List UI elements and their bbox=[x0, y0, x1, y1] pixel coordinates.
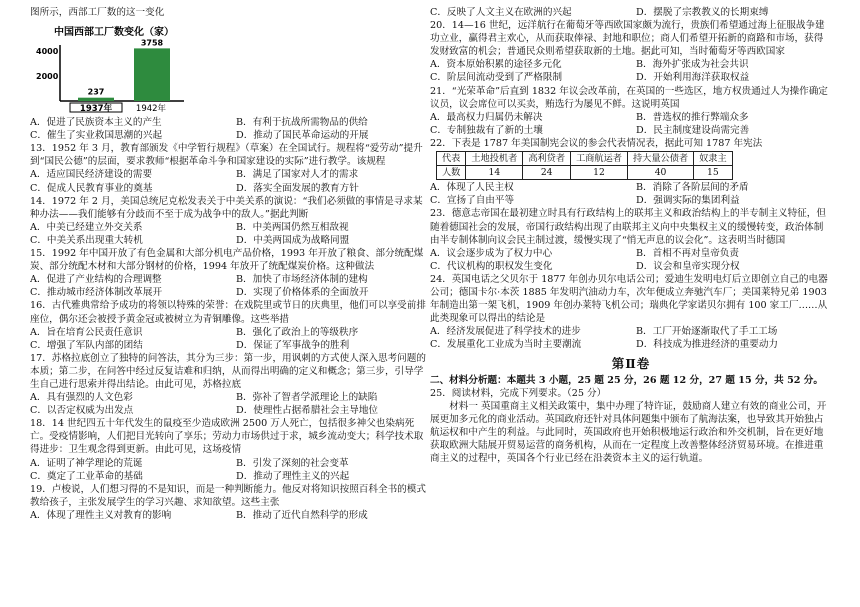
q21-option-a: A．最高权力归属仍未解决 bbox=[430, 111, 543, 123]
q13-stem: 13．1952 年 3 月，教育部颁发《中学暂行规程》（草案）在全国试行。规程将“爱劳动”提升到“国民公德”的层面，要求教师“根据革命斗争和国家建设的实际”进行教学。该规程 bbox=[30, 143, 423, 168]
q23-options bbox=[430, 247, 832, 273]
q19-option-c: C．反映了人文主义在欧洲的兴起 bbox=[430, 7, 572, 18]
q22-option-d: D．强调实际的集团利益 bbox=[636, 195, 740, 207]
q20-option-d: D．开始利用海洋获取权益 bbox=[636, 72, 750, 84]
chart-data-label: 237 bbox=[87, 87, 105, 97]
q15-options bbox=[30, 273, 432, 299]
q19-options-cd bbox=[430, 6, 832, 19]
q22-option-a: A．体现了人民主权 bbox=[430, 182, 514, 194]
chart-title: 中国西部工厂数变化（家） bbox=[54, 27, 174, 39]
q20-options bbox=[430, 58, 832, 84]
q15-option-c: C．推动城市经济体制改革展开 bbox=[30, 287, 163, 299]
q25-stem: 25．阅读材料，完成下列要求。（25 分） bbox=[430, 387, 607, 399]
table-cell: 24 bbox=[523, 166, 571, 180]
q17-option-b: B．弥补了智者学派理论上的缺陷 bbox=[236, 392, 378, 404]
delegates-table bbox=[436, 151, 733, 180]
left-column bbox=[30, 6, 432, 522]
q14-option-a: A．中美已经建立外交关系 bbox=[30, 221, 143, 233]
q13-option-d: D．落实全面发展的教育方针 bbox=[236, 182, 359, 194]
q24-option-a: A．经济发展促进了科学技术的进步 bbox=[430, 326, 581, 338]
table-header-cell: 工商航运者 bbox=[571, 152, 628, 166]
q12-option-d: D．推动了国民革命运动的开展 bbox=[236, 130, 369, 142]
table-header-cell: 高利贷者 bbox=[523, 152, 571, 166]
table-cell: 12 bbox=[571, 166, 628, 180]
q23-option-c: C．代议机构的职权发生变化 bbox=[430, 260, 553, 272]
q14-option-c: C．中美关系出现重大转机 bbox=[30, 234, 143, 246]
q20-option-b: B．海外扩张成为社会共识 bbox=[636, 59, 749, 71]
q16-option-c: C．增强了军队内部的团结 bbox=[30, 339, 143, 351]
q16-option-a: A．旨在培育公民责任意识 bbox=[30, 326, 143, 338]
q19-stem: 19．卢梭说，人们想习得的不是知识，而是一种判断能力。他反对将知识按照百科全书的模式教给孩子，主张发展学生的学习兴趣、求知欲望。这些主张 bbox=[30, 483, 426, 508]
q15-option-d: D．实现了价格体系的全面放开 bbox=[236, 287, 369, 299]
q17-option-a: A．具有强烈的人文色彩 bbox=[30, 392, 133, 404]
q23-option-d: D．议会和皇帝实现分权 bbox=[636, 260, 740, 272]
table-row bbox=[437, 166, 733, 180]
q18-option-d: D．推动了理性主义的兴起 bbox=[236, 470, 350, 482]
q19-option-d: D．摆脱了宗教教义的长期束缚 bbox=[636, 7, 769, 18]
q17-options bbox=[30, 391, 432, 417]
x-label-1937: 1937年 bbox=[79, 104, 113, 114]
q24-option-c: C．发展重化工业成为当时主要潮流 bbox=[430, 339, 582, 351]
q20-stem: 20．14—16 世纪，远洋航行在葡萄牙等西欧国家颇为流行，贵族们希望通过海上征服战争建功立业，赢得君主欢心，从而获取俸禄、封地和职位；商人们希望开拓新的商路和市场，获得发财致富的机会；普通民众则希望获取新的土地。据此可知，当时葡萄牙等西欧国家 bbox=[430, 20, 825, 58]
q19-options-ab bbox=[30, 509, 432, 522]
table-header-cell: 奴隶主 bbox=[694, 152, 733, 166]
table-header-cell: 持大量公债者 bbox=[628, 152, 694, 166]
table-header-cell: 土地投机者 bbox=[466, 152, 523, 166]
q18-option-a: A．证明了神学理论的荒诞 bbox=[30, 457, 143, 469]
q12-option-c: C．催生了实业救国思潮的兴起 bbox=[30, 130, 163, 142]
q14-option-b: B．中美两国仍然互相敌视 bbox=[236, 221, 349, 233]
q19-option-b: B．推动了近代自然科学的形成 bbox=[236, 509, 368, 521]
table-header-cell: 代表 bbox=[437, 152, 466, 166]
factory-chart-svg bbox=[34, 23, 194, 113]
q15-option-a: A．促进了产业结构的合理调整 bbox=[30, 274, 162, 286]
q22-option-b: B．消除了各阶层间的矛盾 bbox=[636, 182, 749, 194]
q19-option-a: A．体现了理性主义对教育的影响 bbox=[30, 509, 172, 521]
q18-option-c: C．奠定了工业革命的基础 bbox=[30, 470, 143, 482]
q23-option-b: B．首相不再对皇帝负责 bbox=[636, 247, 739, 259]
y-tick-2000: 2000 bbox=[36, 72, 59, 82]
q16-option-d: D．保证了军事战争的胜利 bbox=[236, 339, 350, 351]
q17-option-c: C．以否定权威为出发点 bbox=[30, 405, 134, 417]
q12-intro: 图所示，西部工厂数的这一变化 bbox=[30, 7, 165, 18]
q14-stem: 14．1972 年 2 月，美国总统尼克松发表关于中美关系的演说：“我们必须做的事情是寻求某种办法——我们能够有分歧而不至于成为战争中的敌人。”据此判断 bbox=[30, 195, 423, 220]
q13-option-b: B．满足了国家对人才的需求 bbox=[236, 169, 359, 181]
q23-option-a: A．议会逐步成为了权力中心 bbox=[430, 247, 553, 259]
q23-stem: 23．德意志帝国在最初建立时具有行政结构上的联邦主义和政治结构上的半专制主义特征，但随着德国社会的发展，帝国行政结构出现了由联邦主义向中央集权主义的缓慢转变，政治体制由半专制体制向议会民主制过渡，缓慢实现了“悄无声息的议会化”。这表明当时德国 bbox=[430, 208, 826, 246]
table-row-label: 人数 bbox=[437, 166, 466, 180]
q21-option-b: B．普选权的推行弊端众多 bbox=[636, 111, 749, 123]
q18-option-b: B．引发了深刻的社会变革 bbox=[236, 457, 349, 469]
table-cell: 14 bbox=[466, 166, 523, 180]
q21-stem: 21．“光荣革命”后直到 1832 年议会改革前，在英国的一些选区，地方权贵通过人为操作确定议员，议会席位可以买卖，贿选行为屡见不鲜。这说明英国 bbox=[430, 85, 828, 110]
q14-options bbox=[30, 221, 432, 247]
q21-option-c: C．专制独裁有了新的土壤 bbox=[430, 124, 543, 136]
part2-header: 二、材料分析题：本题共 3 小题，25 题 25 分，26 题 12 分，27 题 15 分，共 52 分。 bbox=[430, 374, 823, 386]
right-column bbox=[430, 6, 832, 465]
q18-options bbox=[30, 457, 432, 483]
chart-bar bbox=[78, 98, 114, 101]
chart-data-label: 3758 bbox=[140, 38, 164, 48]
section-title: 第Ⅱ卷 bbox=[611, 356, 651, 372]
q22-stem: 22．下表是 1787 年美国制宪会议的参会代表情况表，据此可知 1787 年宪法 bbox=[430, 137, 763, 149]
q22-option-c: C．宣扬了自由平等 bbox=[430, 195, 515, 207]
q18-stem: 18．14 世纪四五十年代发生的鼠疫至少造成欧洲 2500 万人死亡，包括很多神父也染病死亡。受疫情影响，人们把目光转向了享乐；劳动力市场供过于求，城乡流动变大；科学技术取得进步：卫生观念得到更新。由此可见，这场疫情 bbox=[30, 418, 424, 456]
q24-option-d: D．科技成为推进经济的重要动力 bbox=[636, 339, 779, 351]
q24-stem: 24．英国电话之父贝尔于 1877 年创办贝尔电话公司；爱迪生发明电灯后立即创立自己的电器公司；德国卡尔·本茨 1885 年发明汽油动力车，次年便成立奔驰汽车厂；美国莱特兄弟 1903 年制造出第一架飞机，1909 年创办莱特飞机公司；瑞典化学家诺贝尔拥有 100 家工厂……从此类现象可以得出的结论是 bbox=[430, 273, 828, 325]
q20-option-c: C．阶层间流动受到了严格限制 bbox=[430, 72, 563, 84]
q24-options bbox=[430, 325, 832, 351]
q14-option-d: D．中美两国成为战略同盟 bbox=[236, 234, 350, 246]
y-tick-4000: 4000 bbox=[36, 47, 59, 57]
q17-option-d: D．使理性占据希腊社会主导地位 bbox=[236, 405, 379, 417]
q12-option-b: B．有利于抗战所需物品的供给 bbox=[236, 117, 368, 129]
chart-bar bbox=[134, 48, 170, 101]
q12-options bbox=[30, 116, 432, 142]
q15-option-b: B．加快了市场经济体制的建构 bbox=[236, 274, 368, 286]
q21-option-d: D．民主制度建设尚需完善 bbox=[636, 124, 750, 136]
q16-option-b: B．强化了政治上的等级秩序 bbox=[236, 326, 359, 338]
q13-options bbox=[30, 168, 432, 194]
q13-option-c: C．促成人民教育事业的奠基 bbox=[30, 182, 153, 194]
q16-stem: 16．古代雅典常给予成功的将领以特殊的荣誉：在戏院里或节日的庆典里，他们可以享受前排座位，偶尔还会被授予黄金冠或被树立为青铜雕像。这些举措 bbox=[30, 300, 426, 325]
q21-options bbox=[430, 111, 832, 137]
factory-chart bbox=[34, 23, 194, 113]
table-cell: 40 bbox=[628, 166, 694, 180]
x-label-1942: 1942年 bbox=[135, 104, 167, 114]
q13-option-a: A．适应国民经济建设的需要 bbox=[30, 169, 153, 181]
q17-stem: 17．苏格拉底创立了独特的问答法，其分为三步：第一步，用讽刺的方式使人深入思考问题的本质；第二步，在问答中经过反复诘难和归纳，从而得出明确的定义和概念；第三步，引导学生自己进行思索并得出结论。由此可见，苏格拉底 bbox=[30, 352, 426, 390]
q22-options bbox=[430, 181, 832, 207]
q12-option-a: A．促进了民族资本主义的产生 bbox=[30, 117, 162, 129]
table-cell: 15 bbox=[694, 166, 733, 180]
material-one: 材料一 英国重商主义相关政策中，集中办理了特许证，鼓励商人建立有效的商业公司，开展更加多元化的商业活动。英国政府还针对具体问题集中颁布了航海法案，也导致其开始独占航运权和中产生的利益。与此同时，英国政府也开始积极地运行政治和外交机制，旨在更好地获取欧洲大陆展开贸易运营的商务机构，从而在一定程度上改善整体经济贸易环境。在推进重商主义的过程中，英国各个行业已经在沿袭资本主义的运行轨道。 bbox=[430, 400, 827, 465]
table-header-row bbox=[437, 152, 733, 166]
q15-stem: 15．1992 年中国开放了有色金属和大部分机电产品价格，1993 年开放了粮食、部分统配煤炭、部分统配木材和大部分钢材的价格，1994 年放开了统配煤炭价格。这种做法 bbox=[30, 248, 424, 273]
q24-option-b: B．工厂开始逐渐取代了手工工场 bbox=[636, 326, 778, 338]
q20-option-a: A．资本原始积累的途径多元化 bbox=[430, 59, 562, 71]
q16-options bbox=[30, 326, 432, 352]
